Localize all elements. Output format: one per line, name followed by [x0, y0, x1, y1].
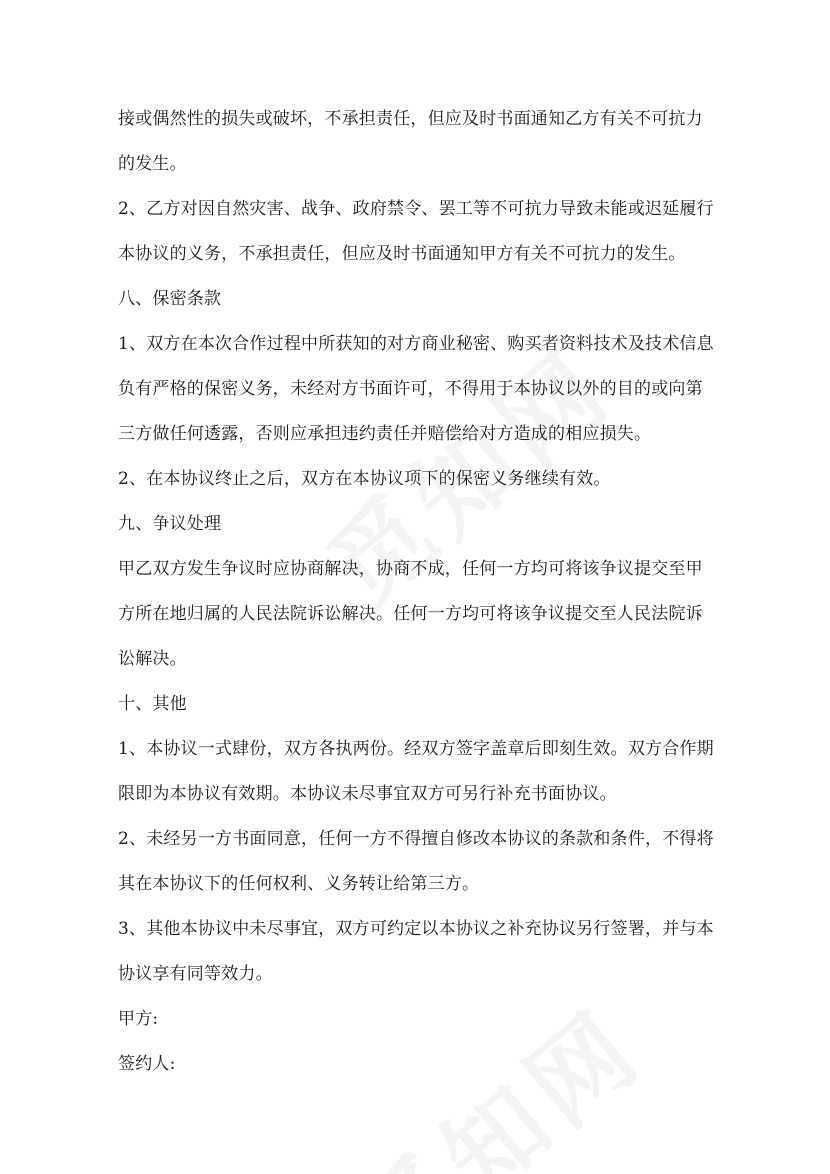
signatory-label: 签约人:	[118, 1054, 176, 1074]
paragraph-confidentiality-1: 1、双方在本次合作过程中所获知的对方商业秘密、购买者资料技术及技术信息负有严格的保密义务，未经对方书面许可，不得用于本协议以外的目的或向第三方做任何透露，否则应承担违约责任并赔偿给对方造成的相应损失。	[118, 334, 714, 444]
party-a-label: 甲方:	[118, 1009, 159, 1029]
document-body	[118, 97, 718, 1087]
paragraph-other-1: 1、本协议一式肆份，双方各执两份。经双方签字盖章后即刻生效。双方合作期限即为本协议有效期。本协议未尽事宜双方可另行补充书面协议。	[118, 739, 714, 804]
paragraph-other-2: 2、未经另一方书面同意，任何一方不得擅自修改本协议的条款和条件，不得将其在本协议下的任何权利、义务转让给第三方。	[118, 829, 714, 894]
paragraph-force-majeure-continued: 接或偶然性的损失或破坏，不承担责任，但应及时书面通知乙方有关不可抗力的发生。	[118, 109, 703, 174]
paragraph-dispute: 甲乙双方发生争议时应协商解决，协商不成，任何一方均可将该争议提交至甲方所在地归属的人民法院诉讼解决。任何一方均可将该争议提交至人民法院诉讼解决。	[118, 559, 703, 669]
paragraph-confidentiality-2: 2、在本协议终止之后，双方在本协议项下的保密义务继续有效。	[118, 469, 611, 489]
section-heading-other: 十、其他	[118, 694, 187, 714]
section-heading-confidentiality: 八、保密条款	[118, 289, 222, 309]
section-heading-dispute: 九、争议处理	[118, 514, 222, 534]
paragraph-other-3: 3、其他本协议中未尽事宜，双方可约定以本协议之补充协议另行签署，并与本协议享有同等效力。	[118, 919, 714, 984]
paragraph-force-majeure-party-b: 2、乙方对因自然灾害、战争、政府禁令、罢工等不可抗力导致未能或迟延履行本协议的义务，不承担责任，但应及时书面通知甲方有关不可抗力的发生。	[118, 199, 714, 264]
